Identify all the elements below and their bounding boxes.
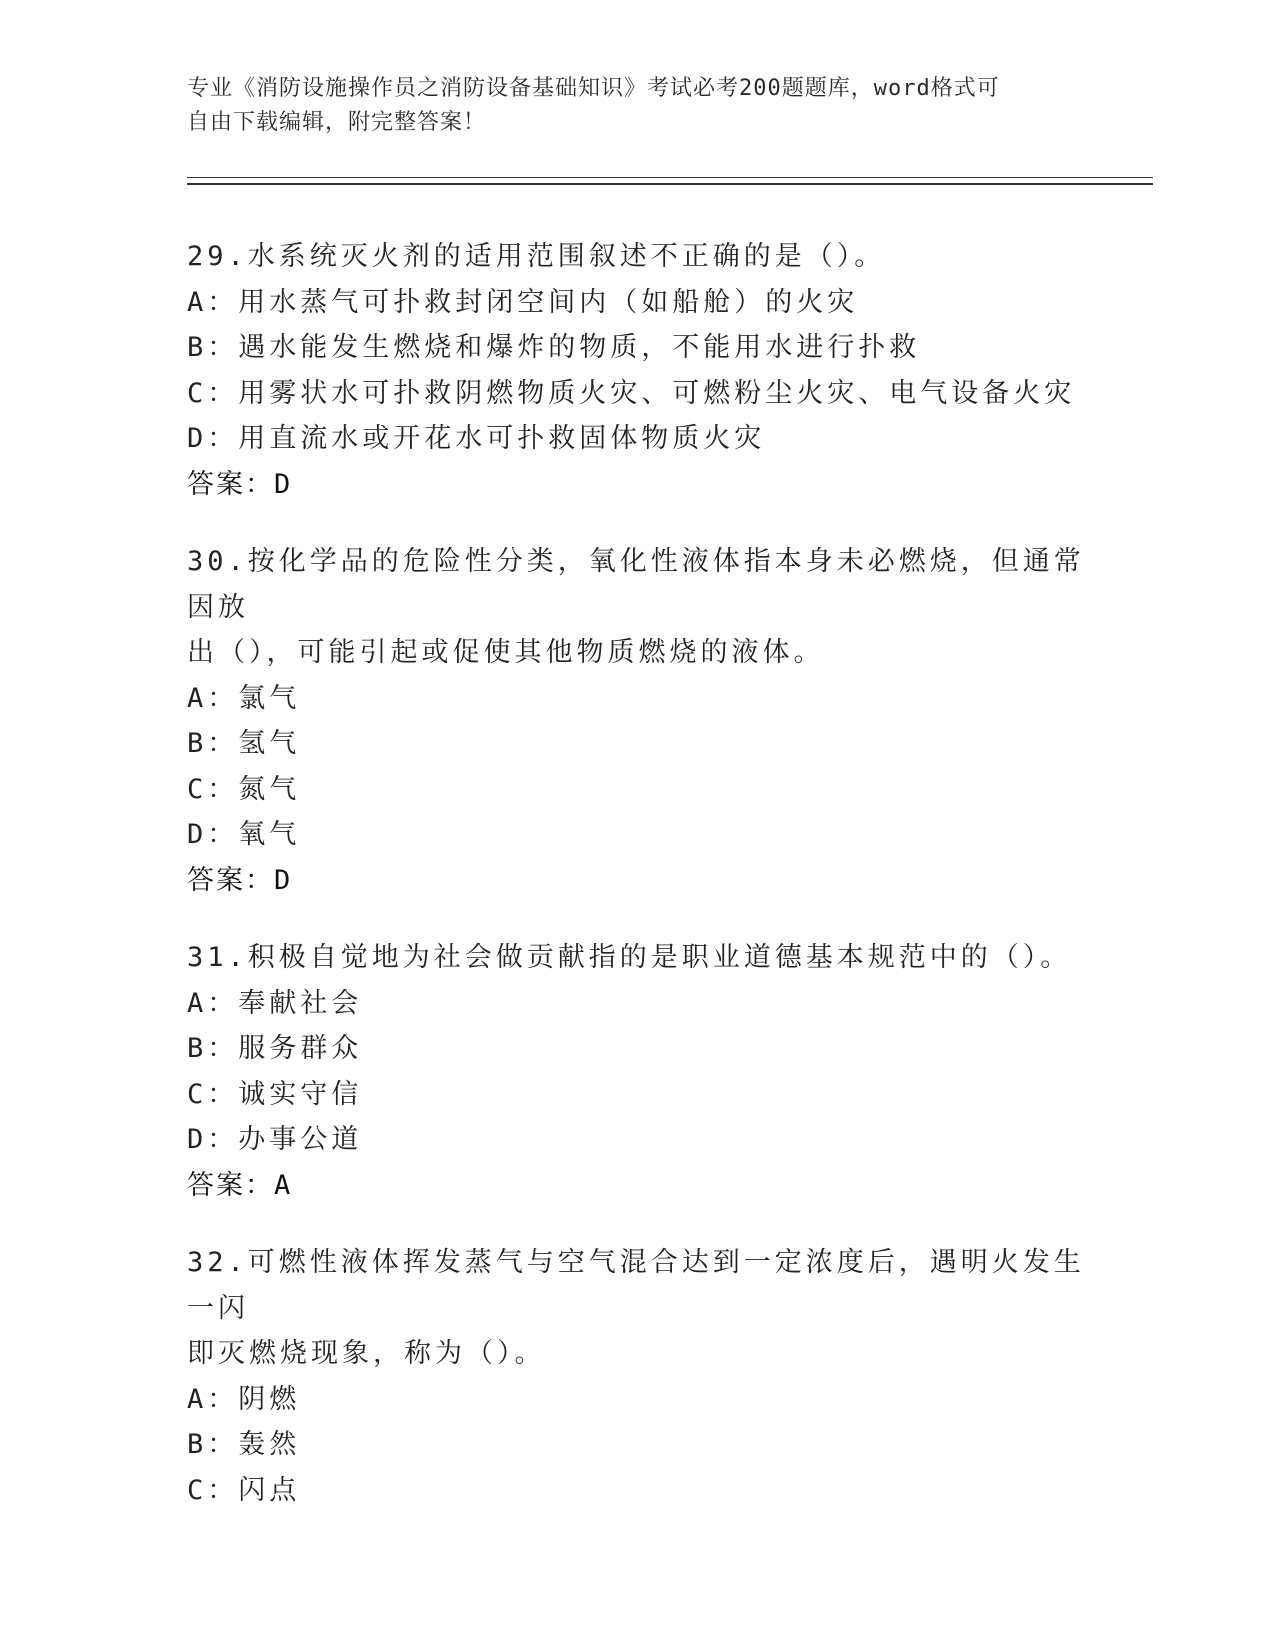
option-a: A：用水蒸气可扑救封闭空间内（如船舱）的火灾 <box>187 286 859 318</box>
question-stem <box>187 539 1087 676</box>
question-stem-line: 30.按化学品的危险性分类，氧化性液体指本身未必燃烧，但通常因放 <box>187 546 1085 623</box>
question-stem-line: 32.可燃性液体挥发蒸气与空气混合达到一定浓度后，遇明火发生一闪 <box>187 1247 1085 1324</box>
question-stem-line: 即灭燃烧现象，称为（）。 <box>187 1338 546 1369</box>
option-a: A：奉献社会 <box>187 987 363 1019</box>
option-a: A：氯气 <box>187 682 301 714</box>
header-line-2: 自由下载编辑，附完整答案！ <box>187 110 487 135</box>
question-stem-line: 出（），可能引起或促使其他物质燃烧的液体。 <box>187 637 825 668</box>
question-stem-line: 29.水系统灭火剂的适用范围叙述不正确的是（）。 <box>187 241 886 272</box>
question-list <box>187 234 1087 1545</box>
answer-label: 答案：D <box>187 864 293 896</box>
option-c: C：用雾状水可扑救阴燃物质火灾、可燃粉尘火灾、电气设备火灾 <box>187 377 1076 409</box>
option-c: C：诚实守信 <box>187 1078 363 1110</box>
option-d: D：用直流水或开花水可扑救固体物质火灾 <box>187 423 766 454</box>
question-stem <box>187 234 1087 280</box>
option-c: C：闪点 <box>187 1474 301 1506</box>
header-divider-bottom <box>187 183 1153 185</box>
question-stem <box>187 935 1087 981</box>
option-d: D：氧气 <box>187 819 301 850</box>
option-a: A：阴燃 <box>187 1383 301 1415</box>
option-b: B：氢气 <box>187 728 301 759</box>
question-31 <box>187 935 1087 1208</box>
question-stem <box>187 1240 1087 1377</box>
option-b: B：轰然 <box>187 1429 301 1460</box>
question-stem-line: 31.积极自觉地为社会做贡献指的是职业道德基本规范中的（）。 <box>187 942 1072 973</box>
header-line-1: 专业《消防设施操作员之消防设备基础知识》考试必考200题题库，word格式可 <box>187 76 1000 101</box>
option-c: C：氮气 <box>187 773 301 805</box>
answer-label: 答案：D <box>187 468 293 500</box>
header-divider-top <box>187 177 1153 178</box>
question-32 <box>187 1240 1087 1513</box>
question-29 <box>187 234 1087 507</box>
document-header <box>187 72 1067 140</box>
answer-label: 答案：A <box>187 1169 293 1201</box>
option-d: D：办事公道 <box>187 1124 363 1155</box>
option-b: B：服务群众 <box>187 1033 363 1064</box>
option-b: B：遇水能发生燃烧和爆炸的物质，不能用水进行扑救 <box>187 332 921 363</box>
question-30 <box>187 539 1087 903</box>
